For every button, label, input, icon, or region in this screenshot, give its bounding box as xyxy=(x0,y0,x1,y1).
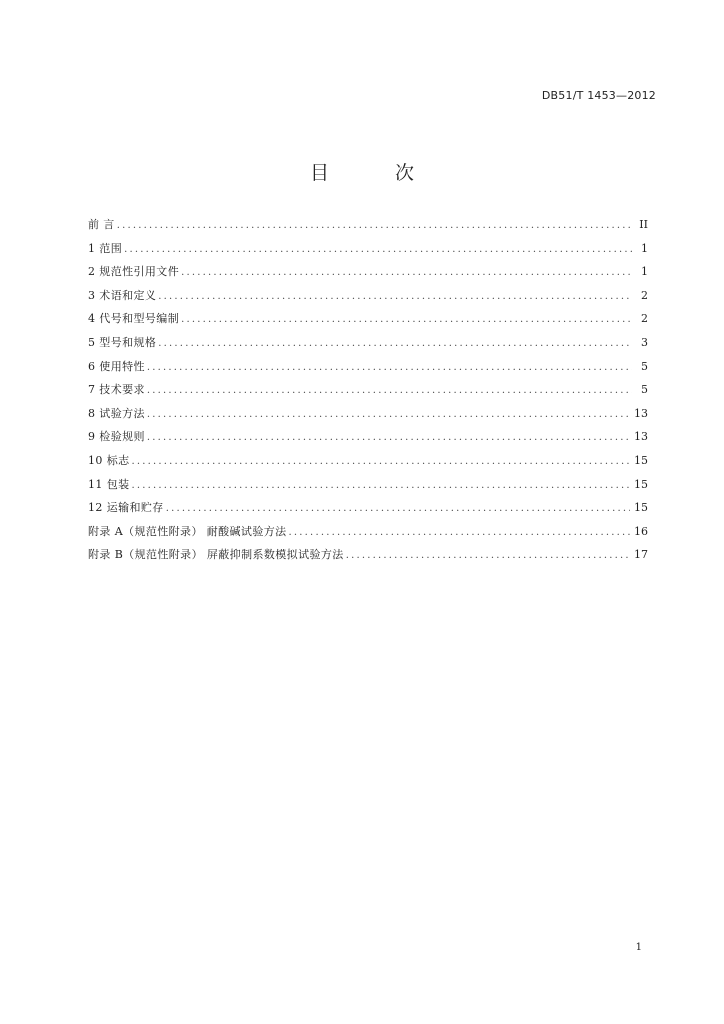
toc-entry-page: 1 xyxy=(641,265,648,279)
toc-entry-marking[interactable] xyxy=(88,452,648,476)
table-of-contents xyxy=(88,216,648,570)
toc-entry-packaging[interactable] xyxy=(88,476,648,500)
toc-entry-page: 3 xyxy=(641,335,648,349)
toc-entry-page: 2 xyxy=(641,312,648,326)
toc-dot-leader xyxy=(181,314,632,325)
toc-entry-terms-definitions[interactable] xyxy=(88,287,648,311)
toc-entry-page: 13 xyxy=(634,406,648,420)
toc-entry-label: 附录 B（规范性附录） 屏蔽抑制系数模拟试验方法 xyxy=(88,548,344,562)
toc-entry-label: 附录 A（规范性附录） 耐酸碱试验方法 xyxy=(88,524,287,538)
toc-dot-leader xyxy=(147,409,630,420)
document-code: DB51/T 1453—2012 xyxy=(541,89,656,102)
toc-entry-annex-b[interactable] xyxy=(88,546,648,570)
toc-entry-annex-a[interactable] xyxy=(88,523,648,547)
toc-dot-leader xyxy=(181,267,632,278)
toc-entry-page: 15 xyxy=(634,453,648,467)
toc-entry-page: 1 xyxy=(641,241,648,255)
toc-dot-leader xyxy=(147,362,632,373)
toc-entry-test-methods[interactable] xyxy=(88,405,648,429)
toc-entry-label: 11 包装 xyxy=(88,477,130,491)
toc-entry-label: 9 检验规则 xyxy=(88,430,145,444)
toc-entry-page: 2 xyxy=(641,288,648,302)
toc-dot-leader xyxy=(132,480,631,491)
toc-entry-label: 1 范围 xyxy=(88,241,123,255)
toc-entry-page: 15 xyxy=(634,477,648,491)
toc-entry-page: II xyxy=(639,218,648,231)
toc-entry-label: 2 规范性引用文件 xyxy=(88,265,180,279)
toc-entry-page: 5 xyxy=(641,383,648,397)
toc-entry-page: 17 xyxy=(634,548,648,562)
toc-entry-page: 5 xyxy=(641,359,648,373)
page-title: 目 次 xyxy=(309,162,445,184)
toc-dot-leader xyxy=(289,527,630,538)
toc-entry-label: 10 标志 xyxy=(88,453,130,467)
toc-entry-label: 6 使用特性 xyxy=(88,359,145,373)
toc-dot-leader xyxy=(117,220,632,231)
toc-entry-page: 15 xyxy=(634,501,648,515)
toc-dot-leader xyxy=(346,550,630,561)
page-number: 1 xyxy=(635,942,642,953)
toc-dot-leader xyxy=(166,503,630,514)
toc-entry-scope[interactable] xyxy=(88,240,648,264)
toc-dot-leader xyxy=(147,432,630,443)
toc-entry-label: 前 言 xyxy=(88,218,115,231)
toc-dot-leader xyxy=(158,338,632,349)
toc-entry-usage-characteristics[interactable] xyxy=(88,358,648,382)
toc-entry-models-specifications[interactable] xyxy=(88,334,648,358)
toc-entry-technical-requirements[interactable] xyxy=(88,381,648,405)
toc-entry-label: 3 术语和定义 xyxy=(88,288,157,302)
toc-entry-label: 4 代号和型号编制 xyxy=(88,312,180,326)
toc-entry-label: 8 试验方法 xyxy=(88,406,145,420)
toc-entry-inspection-rules[interactable] xyxy=(88,428,648,452)
toc-dot-leader xyxy=(132,456,631,467)
toc-entry-codes-model-numbering[interactable] xyxy=(88,310,648,334)
toc-entry-label: 12 运输和贮存 xyxy=(88,501,164,515)
toc-dot-leader xyxy=(158,291,632,302)
toc-dot-leader xyxy=(124,244,632,255)
toc-entry-page: 13 xyxy=(634,430,648,444)
toc-entry-normative-references[interactable] xyxy=(88,263,648,287)
toc-entry-label: 5 型号和规格 xyxy=(88,335,157,349)
toc-entry-foreword[interactable] xyxy=(88,216,648,240)
toc-entry-page: 16 xyxy=(634,524,648,538)
toc-entry-label: 7 技术要求 xyxy=(88,383,145,397)
toc-dot-leader xyxy=(147,385,632,396)
toc-entry-transport-storage[interactable] xyxy=(88,499,648,523)
